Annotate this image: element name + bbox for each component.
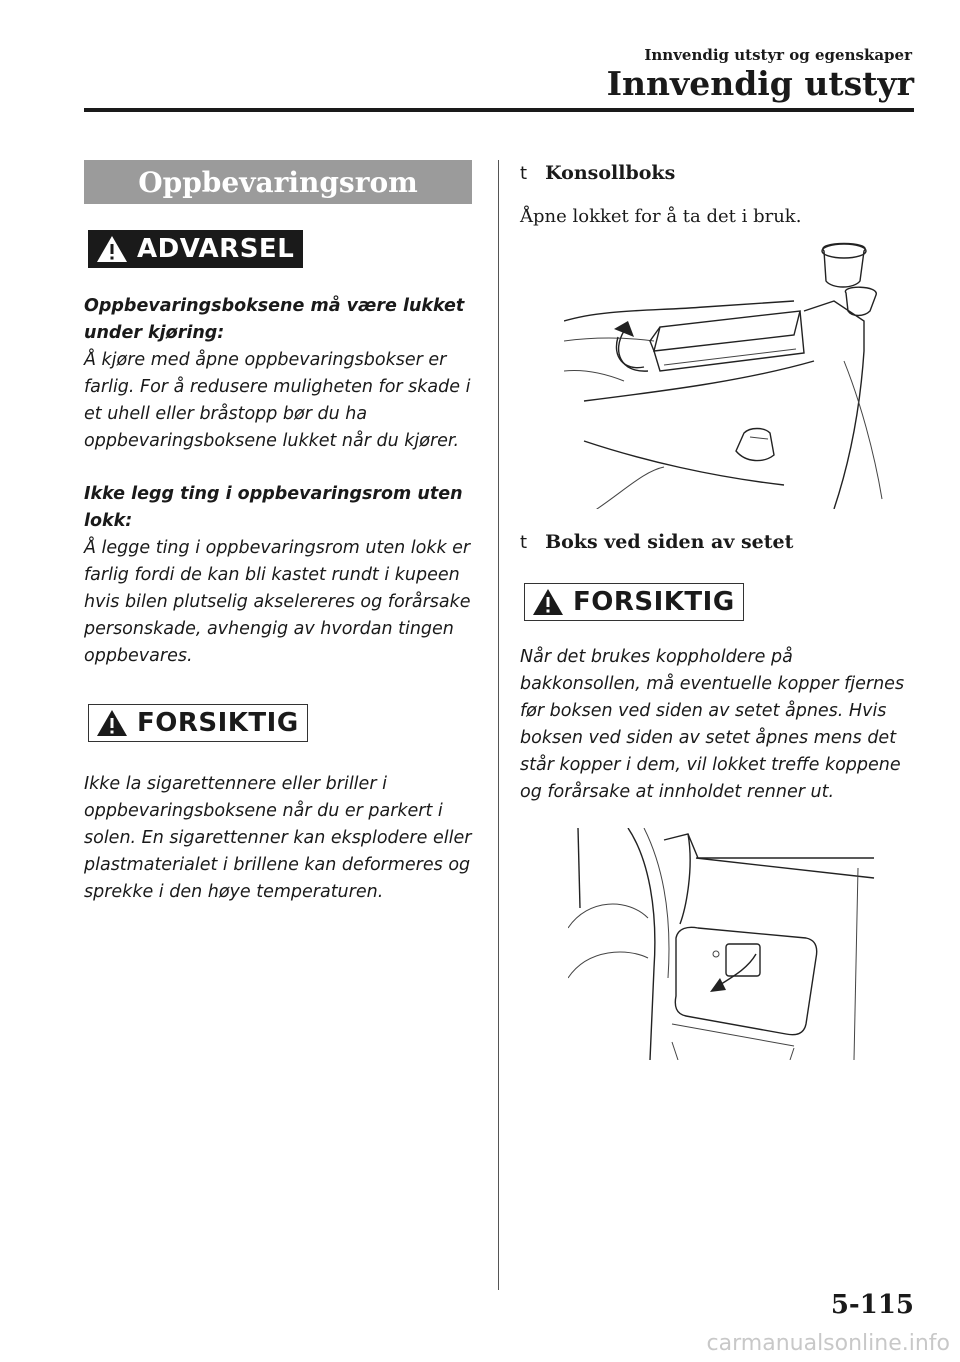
caution-text: Ikke la sigarettennere eller briller i oppbevaringsboksene når du er parkert i solen. En sigarettenner kan eksplodere eller plastmaterialet i brillene kan deformeres og sprekke i den høye temperaturen. <box>84 774 472 902</box>
page-number: 5-115 <box>830 1290 914 1320</box>
caution-label-right: FORSIKTIG <box>573 587 735 617</box>
caution-triangle-icon <box>531 587 565 617</box>
header-rule <box>84 108 914 112</box>
caution-triangle-icon <box>95 708 129 738</box>
heading-side-box <box>520 531 920 553</box>
caution-label-box-right <box>524 583 744 621</box>
running-header-title: Innvendig utstyr <box>606 64 914 103</box>
heading-side-box-text: Boks ved siden av setet <box>545 531 794 553</box>
column-divider <box>498 160 499 1290</box>
left-column <box>84 160 472 906</box>
bullet-marker: t <box>520 532 528 553</box>
bullet-marker: t <box>520 163 528 184</box>
warning1-text: Å kjøre med åpne oppbevaringsbokser er farlig. For å redusere muligheten for skade i et uhell eller bråstopp bør du ha oppbevaringsboksene lukket når du kjører. <box>84 350 471 451</box>
heading-console-box <box>520 162 920 184</box>
right-column <box>520 160 920 1060</box>
side-box-illustration <box>568 828 880 1060</box>
running-header-subtitle: Innvendig utstyr og egenskaper <box>644 46 912 64</box>
watermark: carmanualsonline.info <box>706 1331 950 1356</box>
caution-text-right: Når det brukes koppholdere på bakkonsollen, må eventuelle kopper fjernes før boksen ved siden av setet åpnes. Hvis boksen ved siden av setet åpnes mens det står kopper i dem, vil lokket treffe koppene og forårsake at innholdet renner ut. <box>520 647 905 802</box>
section-title: Oppbevaringsrom <box>84 160 472 204</box>
heading-console-box-text: Konsollboks <box>545 162 676 184</box>
console-box-illustration <box>564 241 884 509</box>
warning1-heading: Oppbevaringsboksene må være lukket under kjøring: <box>84 296 465 343</box>
warning2-heading: Ikke legg ting i oppbevaringsrom uten lokk: <box>84 484 463 531</box>
warning-label: ADVARSEL <box>137 234 295 264</box>
caution-label-box <box>88 704 308 742</box>
warning2-text: Å legge ting i oppbevaringsrom uten lokk er farlig fordi de kan bli kastet rundt i kupeen hvis bilen plutselig akselereres og forårsake personskade, avhengig av hvordan tingen oppbevares. <box>84 538 471 666</box>
caution-label: FORSIKTIG <box>137 708 299 738</box>
warning-label-box <box>88 230 303 268</box>
console-box-instruction: Åpne lokket for å ta det i bruk. <box>520 206 802 227</box>
warning-triangle-icon <box>95 234 129 264</box>
